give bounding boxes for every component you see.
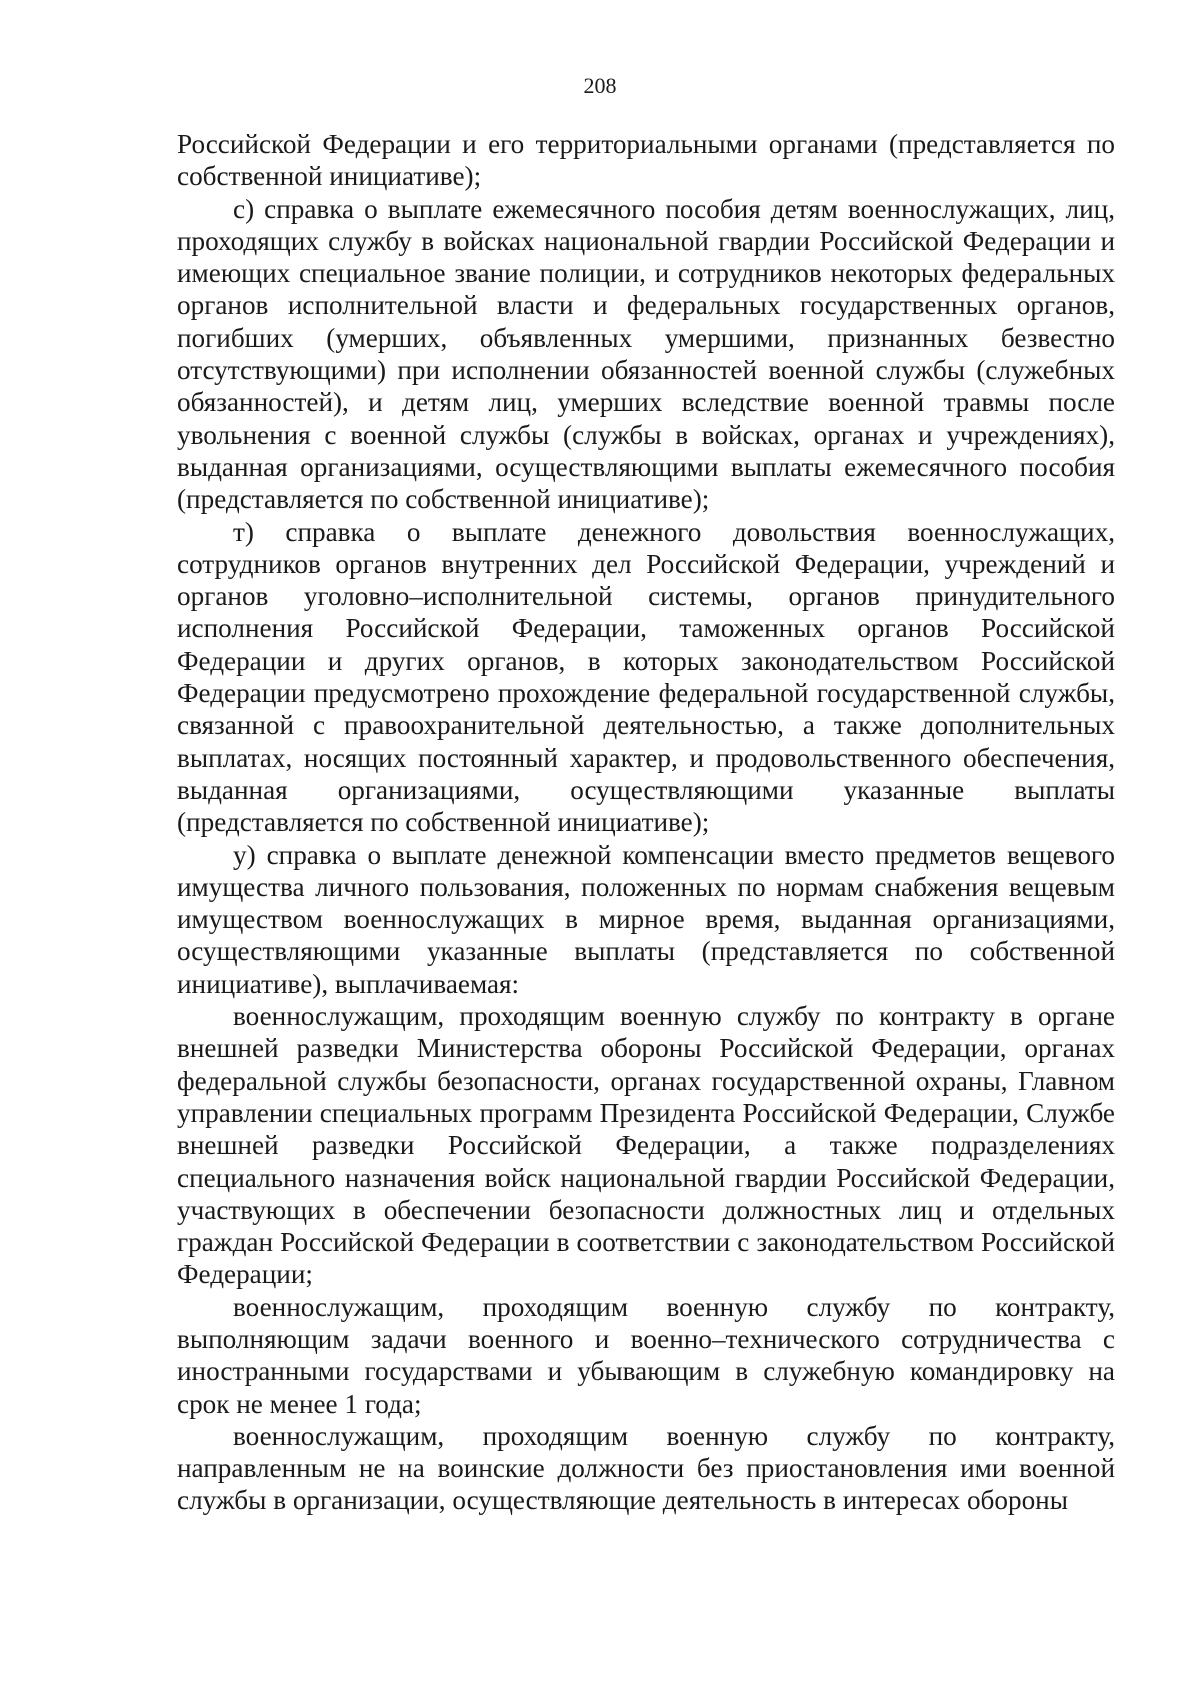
paragraph-sub-2: военнослужащим, проходящим военную службу по контракту, выполняющим задачи военного и военно–технического сотрудничества с иностранными государствами и убывающим в служебную командировку на срок не менее 1 года;: [177, 1291, 1115, 1419]
paragraph-sub-3: военнослужащим, проходящим военную службу по контракту, направленным не на воинские должности без приостановления ими военной службы в организации, осуществляющие деятельность в интересах обороны: [177, 1420, 1115, 1516]
paragraph-item-u: у) справка о выплате денежной компенсации вместо предметов вещевого имущества личного пользования, положенных по нормам снабжения вещевым имуществом военнослужащих в мирное время, выданная организациями, осуществляющими указанные выплаты (представляется по собственной инициативе), выплачиваемая:: [177, 839, 1115, 999]
paragraph-continuation: Российской Федерации и его территориальными органами (представляется по собственной инициативе);: [177, 129, 1115, 192]
paragraph-item-s: с) справка о выплате ежемесячного пособия детям военнослужащих, лиц, проходящих службу в войсках национальной гвардии Российской Федерации и имеющих специальное звание полиции, и сотрудников некоторых федеральных органов исполнительной власти и федеральных государственных органов, погибших (умерших, объявленных умершими, признанных безвестно отсутствующими) при исполнении обязанностей военной службы (служебных обязанностей), и детям лиц, умерших вследствие военной травмы после увольнения с военной службы (службы в войсках, органах и учреждениях), выданная организациями, осуществляющими выплаты ежемесячного пособия (представляется по собственной инициативе);: [177, 193, 1115, 515]
paragraph-item-t: т) справка о выплате денежного довольствия военнослужащих, сотрудников органов внутренних дел Российской Федерации, учреждений и органов уголовно–исполнительной системы, органов принудительного исполнения Российской Федерации, таможенных органов Российской Федерации и других органов, в которых законодательством Российской Федерации предусмотрено прохождение федеральной государственной службы, связанной с правоохранительной деятельностью, а также дополнительных выплатах, носящих постоянный характер, и продовольственного обеспечения, выданная организациями, осуществляющими указанные выплаты (представляется по собственной инициативе);: [177, 516, 1115, 838]
document-body: [177, 128, 1115, 1517]
page-number: 208: [583, 73, 617, 98]
paragraph-sub-1: военнослужащим, проходящим военную службу по контракту в органе внешней разведки Министерства обороны Российской Федерации, органах федеральной службы безопасности, органах государственной охраны, Главном управлении специальных программ Президента Российской Федерации, Службе внешней разведки Российской Федерации, а также подразделениях специального назначения войск национальной гвардии Российской Федерации, участвующих в обеспечении безопасности должностных лиц и отдельных граждан Российской Федерации в соответствии с законодательством Российской Федерации;: [177, 1001, 1115, 1290]
